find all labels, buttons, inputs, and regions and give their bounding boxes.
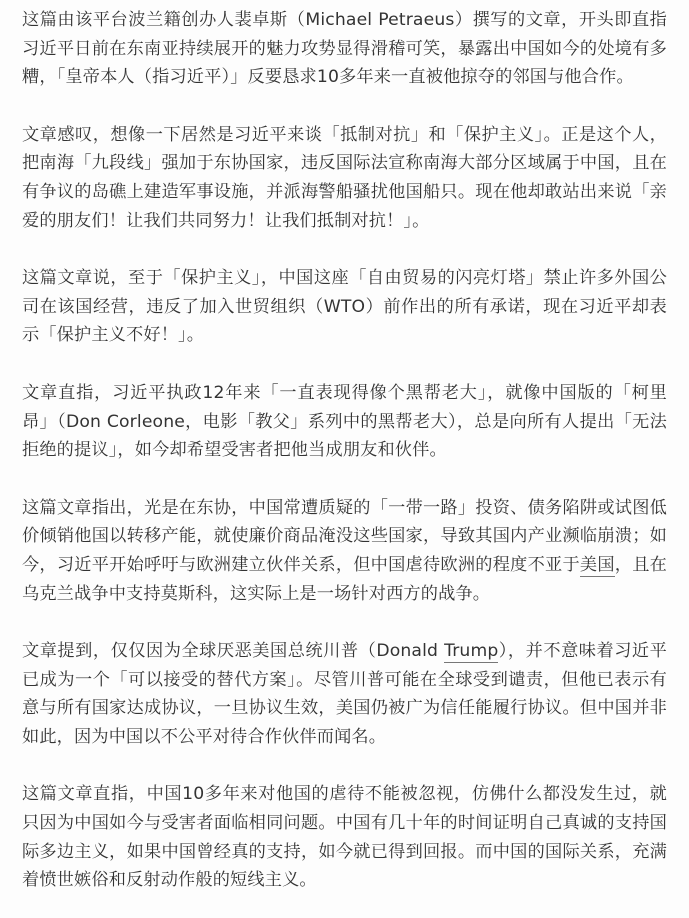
paragraph-text: ，且在乌克兰战争中支持莫斯科，这实际上是一场针对西方的战争。: [22, 554, 667, 604]
paragraph-text: ），并不意味着习近平已成为一个「可以接受的替代方案」。尽管川普可能在全球受到谴责，但他已表示有意与所有国家达成协议，一旦协议生效，美国仍被广为信任能履行协议。但中国并非如此，因为中国以不公平对待合作伙伴而闻名。: [22, 641, 667, 747]
article-paragraph: 这篇文章说，至于「保护主义」，中国这座「自由贸易的闪亮灯塔」禁止许多外国公司在该国经营，违反了加入世贸组织（WTO）前作出的所有承诺，现在习近平却表示「保护主义不好！」。: [22, 268, 667, 346]
article-paragraph: [22, 494, 667, 608]
article-paragraph: 文章直指，习近平执政12年来「一直表现得像个黑帮老大」，就像中国版的「柯里昂」（Don Corleone，电影「教父」系列中的黑帮老大），总是向所有人提出「无法拒绝的提议」，如今却希望受害者把他当成朋友和伙伴。: [22, 382, 667, 461]
tag-link-usa[interactable]: 美国: [579, 554, 615, 575]
article-paragraph: [22, 637, 667, 751]
article-paragraph: 文章感叹，想像一下居然是习近平来谈「抵制对抗」和「保护主义」。正是这个人，把南海「九段线」强加于东协国家，违反国际法宣称南海大部分区域属于中国，且在有争议的岛礁上建造军事设施，并派海警船骚扰他国船只。现在他却敢站出来说「亲爱的朋友们！让我们共同努力！让我们抵制对抗！」。: [22, 124, 667, 231]
tag-link-trump[interactable]: Trump: [444, 641, 499, 662]
article-paragraph: 这篇由该平台波兰籍创办人裴卓斯（Michael Petraeus）撰写的文章，开头即直指习近平日前在东南亚持续展开的魅力攻势显得滑稽可笑，暴露出中国如今的处境有多糟，「皇帝本人（指习近平）」反要恳求10多年来一直被他掠夺的邻国与他合作。: [22, 10, 667, 88]
paragraph-text: 这篇文章指出，光是在东协，中国常遭质疑的「一带一路」投资、债务陷阱或试图低价倾销他国以转移产能，就使廉价商品淹没这些国家，导致其国内产业濒临崩溃；如今，习近平开始呼吁与欧洲建立伙伴关系，但中国虐待欧洲的程度不亚于: [22, 497, 667, 575]
article-paragraph: 这篇文章直指，中国10多年来对他国的虐待不能被忽视，仿佛什么都没发生过，就只因为中国如今与受害者面临相同问题。中国有几十年的时间证明自己真诚的支持国际多边主义，如果中国曾经真的支持，如今就已得到回报。而中国的国际关系，充满着愤世嫉俗和反射动作般的短线主义。: [22, 784, 667, 891]
paragraph-text: 文章提到，仅仅因为全球厌恶美国总统川普（Donald: [22, 641, 445, 662]
